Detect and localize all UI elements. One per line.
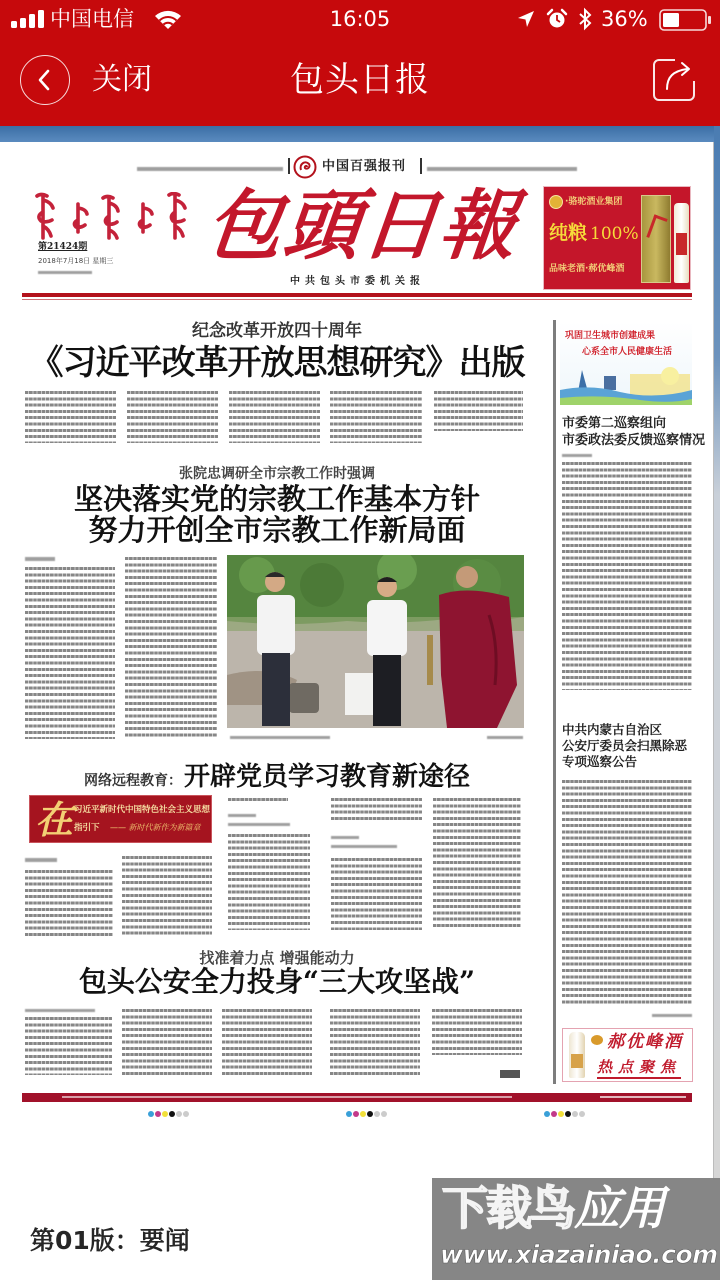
body-text-column	[433, 798, 521, 930]
newspaper-page[interactable]	[0, 142, 714, 1180]
brand-emblem-icon	[591, 1035, 603, 1045]
sidebar-headline-2-line-3[interactable]: 专项巡察公告	[562, 754, 638, 769]
sidebar-ad-line-1: 巩固卫生城市创建成果	[565, 331, 656, 341]
city-landscape-image	[560, 366, 692, 405]
page-footer-bar	[22, 1093, 692, 1102]
byline	[562, 454, 592, 457]
watermark	[432, 1178, 720, 1280]
body-text-column	[25, 1017, 112, 1075]
subhead	[228, 814, 256, 817]
story-kicker: 纪念改革开放四十周年	[192, 321, 362, 341]
masthead-badge: 中国百强报刊	[322, 159, 407, 174]
body-text-column	[229, 391, 320, 443]
byline	[25, 1009, 95, 1012]
body-text-column	[222, 1009, 312, 1075]
body-text-column	[562, 462, 692, 690]
brand-emblem-icon	[549, 195, 563, 209]
sidebar-headline-1-line-1[interactable]: 市委第二巡察组向	[562, 416, 667, 431]
clock: 16:05	[329, 7, 391, 31]
carrier-name: 中国电信	[50, 7, 134, 31]
sidebar-headline-2-line-2[interactable]: 公安厅委员会扫黑除恶	[562, 738, 688, 753]
page-title: 包头日报	[290, 60, 430, 100]
body-text-column	[25, 567, 115, 739]
subhead	[228, 823, 290, 826]
ad-brand: ·骆驼酒业集团	[565, 197, 623, 207]
story-headline-row	[22, 756, 532, 790]
story-4[interactable]	[22, 942, 532, 1082]
masthead-contact-left	[137, 167, 283, 171]
masthead-organ: 中共包头市委机关报	[290, 276, 425, 287]
story-headline-line-2: 努力开创全市宗教工作新局面	[88, 513, 466, 547]
liquor-bottle-image	[569, 1032, 585, 1078]
body-text-column	[25, 391, 116, 443]
bottom-ad-tagline: 热点聚焦	[597, 1057, 681, 1079]
story-2[interactable]	[22, 460, 532, 745]
color-registration-marks	[148, 1111, 190, 1119]
story-headline-line-1: 坚决落实党的宗教工作基本方针	[73, 482, 480, 516]
story-headline: 开辟党员学习教育新途径	[183, 762, 470, 792]
body-text-column	[330, 391, 422, 443]
photo-credit	[487, 736, 523, 739]
masthead-contact-right	[427, 167, 577, 171]
body-text-column	[125, 557, 217, 737]
body-text-column	[25, 870, 113, 936]
story-headline: 《习近平改革开放思想研究》出版	[29, 343, 525, 383]
notice-date	[652, 1014, 692, 1017]
liquor-box-image	[641, 195, 671, 283]
viewer-right-edge	[714, 126, 720, 1180]
byline	[25, 557, 55, 561]
photo-caption	[230, 736, 330, 739]
masthead-rule-thin	[22, 299, 692, 300]
share-icon[interactable]	[651, 57, 697, 103]
story-headline: 包头公安全力投身“三大攻坚战”	[78, 965, 476, 998]
page-section-caption: 第01版：要闻	[30, 1226, 190, 1255]
ad-headline-b: 100%	[590, 224, 639, 244]
mongolian-title	[33, 192, 198, 244]
color-registration-marks	[346, 1111, 388, 1119]
location-arrow-icon	[517, 10, 535, 28]
subhead	[331, 836, 359, 839]
banner-line-1: 习近平新时代中国特色社会主义思想	[74, 805, 211, 815]
story-1[interactable]	[22, 317, 532, 447]
body-text-column	[122, 856, 212, 936]
body-text-column	[331, 798, 422, 822]
body-text-column	[562, 780, 692, 1006]
byline	[25, 858, 57, 862]
news-photo[interactable]	[227, 555, 524, 728]
issue-note	[38, 271, 92, 274]
masthead-ad[interactable]	[543, 186, 691, 290]
masthead	[0, 142, 714, 302]
story-kicker: 网络远程教育：	[83, 773, 182, 789]
banner-big-char: 在	[35, 797, 74, 842]
watermark-title-b: 应用	[574, 1181, 664, 1235]
ad-slogan: 品味老酒·郝优峰酒	[549, 264, 625, 274]
logo-icon	[293, 155, 317, 179]
masthead-title: 包頭日報	[201, 181, 523, 270]
banner-line-3: —— 新时代新作为新篇章	[110, 823, 201, 832]
divider	[420, 158, 422, 174]
bluetooth-icon	[578, 7, 592, 31]
viewer-top-strip	[0, 126, 720, 142]
sidebar-bottom-ad[interactable]	[562, 1028, 693, 1082]
issue-date: 2018年7月18日 星期三	[38, 257, 114, 265]
sidebar-headline-1-line-2[interactable]: 市委政法委反馈巡察情况	[562, 433, 706, 448]
battery-percent: 36%	[601, 7, 648, 31]
body-text-column	[228, 834, 310, 930]
body-text-column	[127, 391, 218, 443]
status-bar	[0, 0, 720, 38]
app-header	[0, 0, 720, 126]
body-text-column	[122, 1009, 212, 1075]
sidebar-headline-2-line-1[interactable]: 中共内蒙古自治区	[562, 722, 663, 737]
sidebar-ad-line-2: 心系全市人民健康生活	[582, 347, 673, 357]
liquor-bottle-image	[674, 203, 689, 283]
editor-tag	[500, 1070, 520, 1078]
color-registration-marks	[544, 1111, 586, 1119]
sidebar-ad[interactable]	[560, 322, 692, 405]
watermark-url: www.xiazainiao.com	[440, 1240, 718, 1269]
subhead	[331, 845, 397, 848]
body-text-column	[434, 391, 523, 431]
divider	[288, 158, 290, 174]
story-kicker: 张院忠调研全市宗教工作时强调	[179, 466, 375, 482]
body-text-column	[330, 1009, 420, 1075]
sidebar-column	[553, 320, 706, 1084]
masthead-rule	[22, 293, 692, 297]
bottom-ad-brand: 郝优峰酒	[607, 1032, 683, 1052]
ad-headline-a: 纯粮	[549, 222, 588, 244]
watermark-title-a: 下载鸟	[442, 1181, 574, 1235]
body-text-column	[331, 858, 422, 930]
close-button[interactable]: 关闭	[92, 62, 152, 97]
banner-line-2: 指引下	[74, 823, 100, 833]
battery-icon	[659, 9, 713, 31]
campaign-banner[interactable]	[29, 795, 212, 843]
body-text-column	[432, 1009, 522, 1055]
issue-number: 第21424期	[38, 242, 88, 252]
watermark-title	[442, 1180, 714, 1236]
story-kicker: 找准着力点 增强能动力	[199, 949, 355, 967]
story-3[interactable]	[22, 754, 532, 939]
alarm-icon	[546, 8, 568, 30]
body-text-column	[228, 798, 288, 802]
